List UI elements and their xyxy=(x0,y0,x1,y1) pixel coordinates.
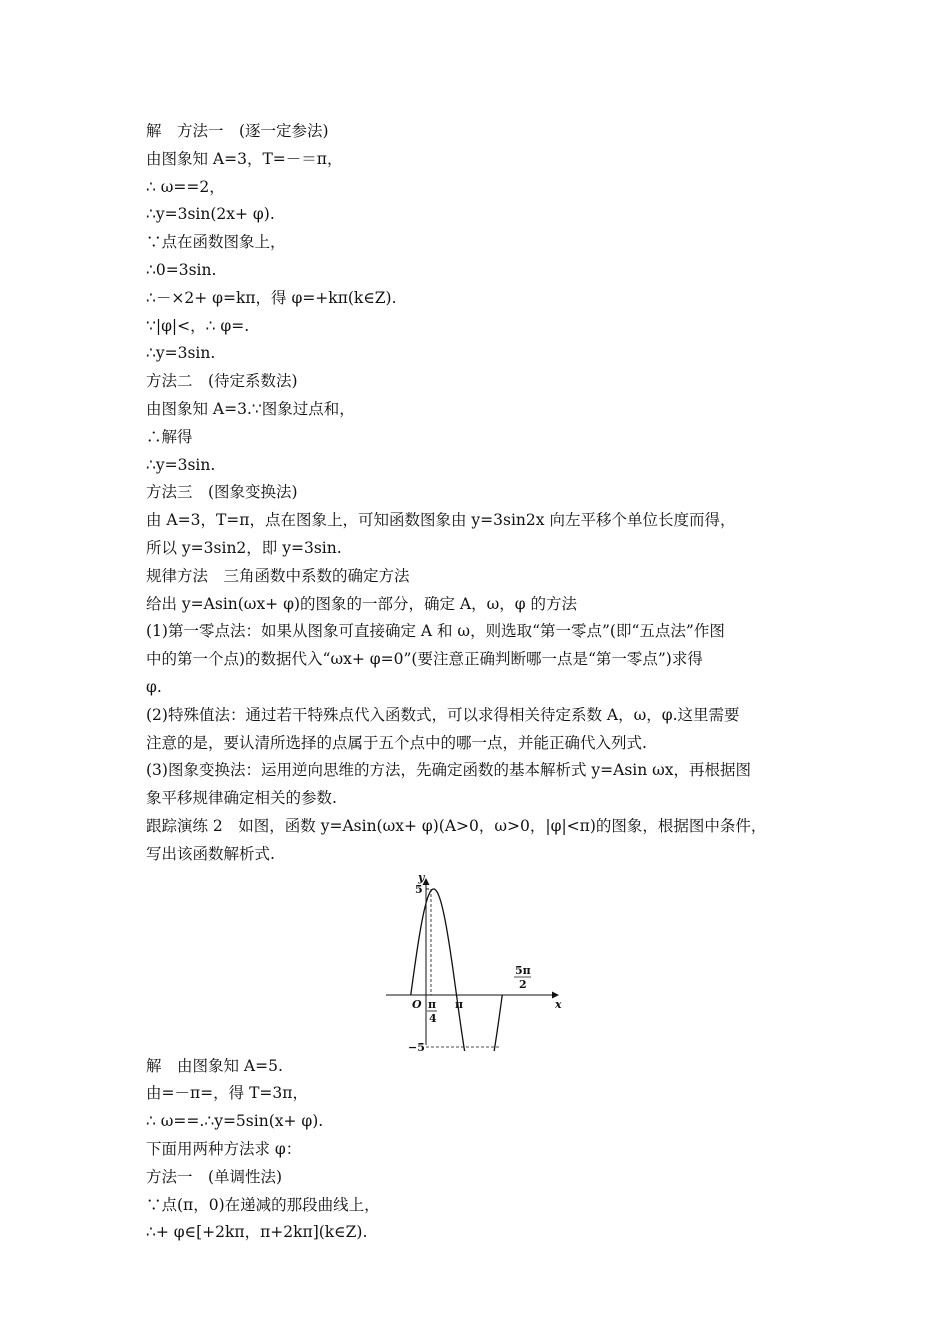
tick-pi-over-4-numerator: π xyxy=(428,997,437,1011)
text-line: 下面用两种方法求 φ： xyxy=(146,1139,302,1158)
text-line: 方法一 (单调性法) xyxy=(146,1167,283,1186)
sine-graph-figure xyxy=(146,875,826,1051)
text-line: (3)图象变换法：运用逆向思维的方法，先确定函数的基本解析式 y=Asin ωx，再根据图 xyxy=(146,761,752,780)
text-line: ∴y=3sin. xyxy=(146,455,216,474)
text-line: 象平移规律确定相关的参数. xyxy=(146,789,337,808)
sine-curve xyxy=(411,889,503,1051)
text-line: ∴0=3sin. xyxy=(146,260,217,279)
document-page xyxy=(146,118,826,1247)
tick-pi-label: π xyxy=(455,997,464,1011)
y-max-label: 5 xyxy=(415,882,423,896)
text-line: 由图象知 A=3，T=－＝π， xyxy=(146,149,343,168)
text-line: 规律方法 三角函数中系数的确定方法 xyxy=(146,566,410,585)
text-line: ∵点(π，0)在递减的那段曲线上， xyxy=(146,1195,380,1214)
text-line: ∵|φ|<，∴ φ=. xyxy=(146,316,250,335)
tick-5pi-over-2-denominator: 2 xyxy=(519,977,527,991)
text-line: 注意的是，要认清所选择的点属于五个点中的哪一点，并能正确代入列式. xyxy=(146,733,647,752)
solution-text-bottom xyxy=(146,1053,826,1248)
sine-graph xyxy=(382,875,562,1051)
text-line: 给出 y=Asin(ωx+ φ)的图象的一部分，确定 A，ω，φ 的方法 xyxy=(146,594,578,613)
text-line: ∴ ω==2， xyxy=(146,177,225,196)
text-line: ∴y=3sin. xyxy=(146,344,216,363)
x-axis-label: x xyxy=(555,997,562,1011)
text-line: φ. xyxy=(146,677,162,696)
text-line: (1)第一零点法：如果从图象可直接确定 A 和 ω，则选取“第一零点”(即“五点法”作图 xyxy=(146,622,725,641)
text-line: ∵点在函数图象上， xyxy=(146,233,286,252)
text-line: 由图象知 A=3.∵图象过点和， xyxy=(146,399,355,418)
y-min-label: −5 xyxy=(408,1040,425,1051)
text-line: ∴－×2+ φ=kπ，得 φ=+kπ(k∈Z). xyxy=(146,288,397,307)
text-line: (2)特殊值法：通过若干特殊点代入函数式，可以求得相关待定系数 A，ω，φ.这里需要 xyxy=(146,705,740,724)
text-line: 解 方法一 (逐一定参法) xyxy=(146,122,329,140)
text-line: 由 A=3，T=π，点在图象上，可知函数图象由 y=3sin2x 向左平移个单位长度而得， xyxy=(146,511,736,530)
text-line: ∴y=3sin(2x+ φ). xyxy=(146,205,275,224)
text-line: 跟踪演练 2 如图，函数 y=Asin(ωx+ φ)(A>0，ω>0，|φ|<π)的图象，根据图中条件， xyxy=(146,816,767,835)
text-line: 方法三 (图象变换法) xyxy=(146,483,298,502)
text-line: ∴+ φ∈[+2kπ，π+2kπ](k∈Z). xyxy=(146,1223,368,1242)
text-line: 写出该函数解析式. xyxy=(146,844,275,863)
text-line: ∴ ω==.∴y=5sin(x+ φ). xyxy=(146,1112,324,1131)
text-line: ∴解得 xyxy=(146,427,193,446)
solution-text-top xyxy=(146,118,826,869)
tick-5pi-over-2-numerator: 5π xyxy=(515,963,531,977)
text-line: 解 由图象知 A=5. xyxy=(146,1056,283,1075)
text-line: 由=－π=，得 T=3π， xyxy=(146,1084,308,1103)
origin-label: O xyxy=(412,997,422,1011)
y-axis-label: y xyxy=(418,874,425,884)
tick-pi-over-4-denominator: 4 xyxy=(429,1011,437,1025)
text-line: 中的第一个点)的数据代入“ωx+ φ=0”(要注意正确判断哪一点是“第一零点”)求得 xyxy=(146,650,703,669)
text-line: 方法二 (待定系数法) xyxy=(146,372,298,391)
text-line: 所以 y=3sin2，即 y=3sin. xyxy=(146,538,342,557)
